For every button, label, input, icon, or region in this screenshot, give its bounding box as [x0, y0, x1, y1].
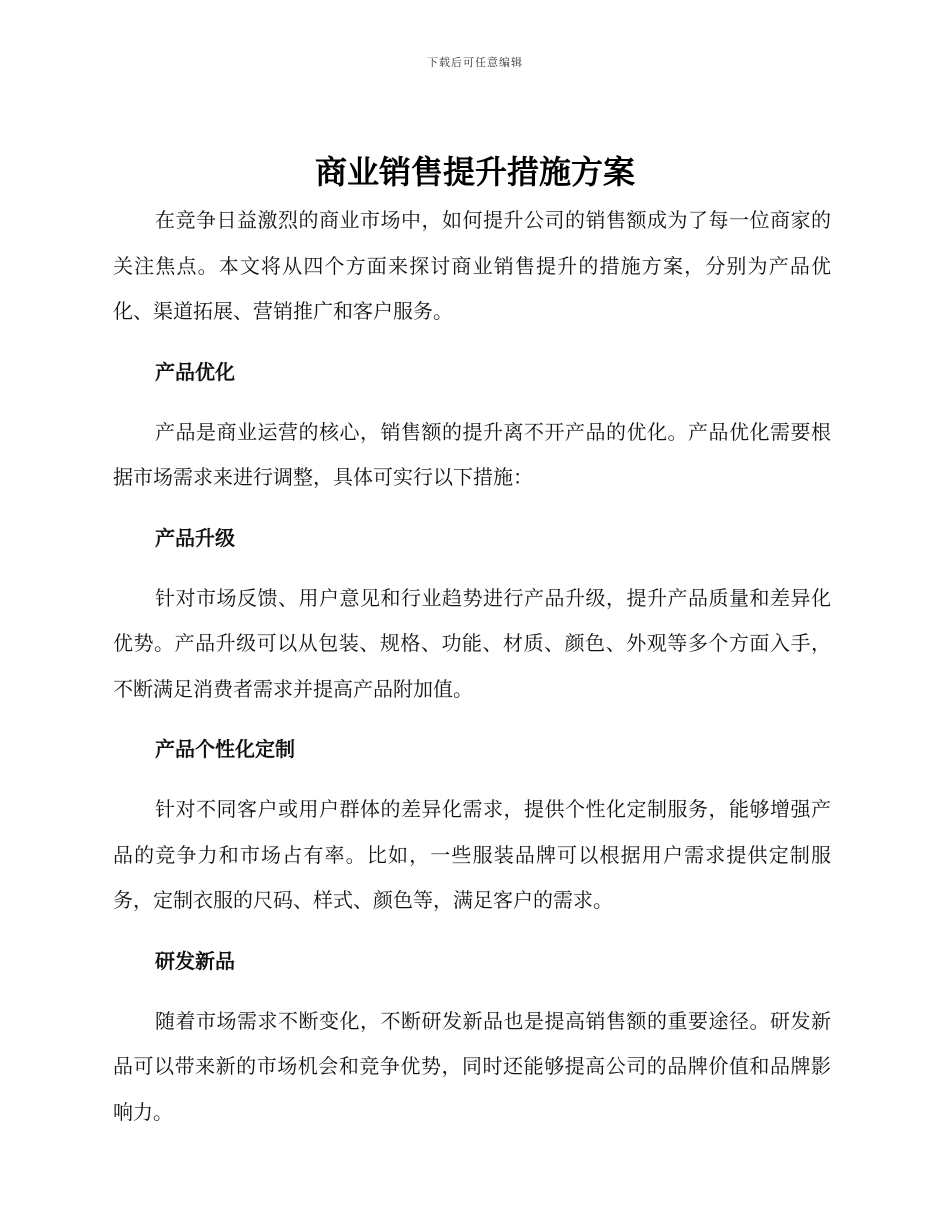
section-heading-customization: 产品个性化定制 [155, 737, 295, 761]
intro-paragraph: 在竞争日益激烈的商业市场中，如何提升公司的销售额成为了每一位商家的关注焦点。本文将从四个方面来探讨商业销售提升的措施方案，分别为产品优化、渠道拓展、营销推广和客户服务。 [113, 208, 831, 323]
product-upgrade-paragraph: 针对市场反馈、用户意见和行业趋势进行产品升级，提升产品质量和差异化优势。产品升级可以从包装、规格、功能、材质、颜色、外观等多个方面入手，不断满足消费者需求并提高产品附加值。 [113, 585, 831, 701]
section-heading-product-upgrade: 产品升级 [155, 525, 235, 550]
header-note: 下载后可任意编辑 [427, 56, 523, 69]
document-title: 商业销售提升措施方案 [314, 153, 635, 191]
new-products-paragraph: 随着市场需求不断变化，不断研发新品也是提高销售额的重要途径。研发新品可以带来新的市场机会和竞争优势，同时还能够提高公司的品牌价值和品牌影响力。 [113, 1008, 831, 1124]
section-heading-new-products: 研发新品 [155, 948, 235, 973]
section-heading-product-optimization: 产品优化 [155, 359, 235, 384]
document-body [113, 198, 831, 1150]
customization-paragraph: 针对不同客户或用户群体的差异化需求，提供个性化定制服务，能够增强产品的竞争力和市场占有率。比如，一些服装品牌可以根据用户需求提供定制服务，定制衣服的尺码、样式、颜色等，满足客户的需求。 [113, 797, 831, 912]
product-optimization-paragraph: 产品是商业运营的核心，销售额的提升离不开产品的优化。产品优化需要根据市场需求来进行调整，具体可实行以下措施： [113, 419, 831, 489]
